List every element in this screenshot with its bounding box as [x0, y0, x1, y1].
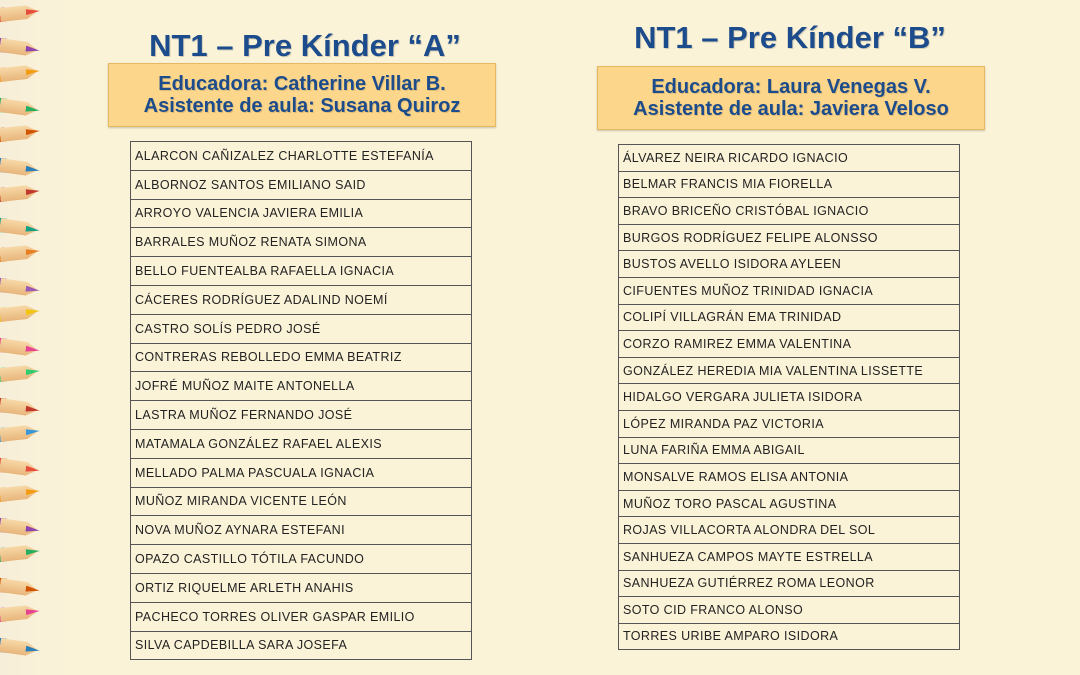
pencil-icon: [0, 548, 1, 562]
student-name: BELMAR FRANCIS MIA FIORELLA: [619, 171, 960, 198]
student-name: NOVA MUÑOZ AYNARA ESTEFANI: [131, 516, 472, 545]
table-row: [131, 314, 472, 343]
student-name: BARRALES MUÑOZ RENATA SIMONA: [131, 228, 472, 257]
table-row: [619, 357, 960, 384]
class-a-assistant: Asistente de aula: Susana Quiroz: [143, 95, 461, 117]
student-name: MONSALVE RAMOS ELISA ANTONIA: [619, 464, 960, 491]
table-row: [619, 304, 960, 331]
table-row: [619, 384, 960, 411]
student-name: PACHECO TORRES OLIVER GASPAR EMILIO: [131, 602, 472, 631]
table-row: [131, 343, 472, 372]
student-name: CASTRO SOLÍS PEDRO JOSÉ: [131, 314, 472, 343]
student-name: LÓPEZ MIRANDA PAZ VICTORIA: [619, 410, 960, 437]
student-name: SILVA CAPDEBILLA SARA JOSEFA: [131, 631, 472, 660]
table-row: [619, 224, 960, 251]
class-b-teacher: Educadora: Laura Venegas V.: [651, 76, 931, 98]
student-name: GONZÁLEZ HEREDIA MIA VALENTINA LISSETTE: [619, 357, 960, 384]
table-row: [131, 458, 472, 487]
student-name: HIDALGO VERGARA JULIETA ISIDORA: [619, 384, 960, 411]
student-name: BURGOS RODRÍGUEZ FELIPE ALONSSO: [619, 224, 960, 251]
table-row: [619, 517, 960, 544]
table-row: [619, 490, 960, 517]
pencil-icon: [0, 248, 1, 262]
student-name: ALBORNOZ SANTOS EMILIANO SAID: [131, 170, 472, 199]
table-row: [131, 545, 472, 574]
table-row: [131, 429, 472, 458]
student-name: MELLADO PALMA PASCUALA IGNACIA: [131, 458, 472, 487]
pencil-icon: [0, 8, 1, 22]
table-row: [619, 570, 960, 597]
student-name: LASTRA MUÑOZ FERNANDO JOSÉ: [131, 401, 472, 430]
table-row: [131, 170, 472, 199]
student-name: TORRES URIBE AMPARO ISIDORA: [619, 623, 960, 650]
table-row: [131, 631, 472, 660]
student-name: MUÑOZ MIRANDA VICENTE LEÓN: [131, 487, 472, 516]
student-name: BRAVO BRICEÑO CRISTÓBAL IGNACIO: [619, 198, 960, 225]
table-row: [619, 251, 960, 278]
pencil-icon: [0, 338, 1, 352]
student-name: CÁCERES RODRÍGUEZ ADALIND NOEMÍ: [131, 285, 472, 314]
table-row: [131, 372, 472, 401]
table-row: [619, 410, 960, 437]
pencil-decoration: [0, 0, 70, 675]
student-name: ALARCON CAÑIZALEZ CHARLOTTE ESTEFANÍA: [131, 142, 472, 171]
student-name: ROJAS VILLACORTA ALONDRA DEL SOL: [619, 517, 960, 544]
pencil-icon: [0, 218, 1, 232]
pencil-icon: [0, 428, 1, 442]
table-row: [619, 171, 960, 198]
student-name: SANHUEZA GUTIÉRREZ ROMA LEONOR: [619, 570, 960, 597]
table-row: [619, 543, 960, 570]
table-row: [619, 623, 960, 650]
pencil-icon: [0, 638, 1, 652]
class-b-title: NT1 – Pre Kínder “B”: [634, 20, 946, 55]
table-row: [619, 464, 960, 491]
class-a-teacher: Educadora: Catherine Villar B.: [158, 73, 446, 95]
pencil-icon: [0, 518, 1, 532]
class-b-assistant: Asistente de aula: Javiera Veloso: [633, 98, 949, 120]
student-name: MATAMALA GONZÁLEZ RAFAEL ALEXIS: [131, 429, 472, 458]
pencil-icon: [0, 68, 1, 82]
table-row: [619, 145, 960, 172]
pencil-icon: [0, 608, 1, 622]
table-row: [619, 331, 960, 358]
table-row: [619, 277, 960, 304]
pencil-icon: [0, 278, 1, 292]
student-name: SOTO CID FRANCO ALONSO: [619, 597, 960, 624]
student-name: OPAZO CASTILLO TÓTILA FACUNDO: [131, 545, 472, 574]
table-row: [131, 516, 472, 545]
class-a-roster-table: [130, 141, 472, 660]
pencil-icon: [0, 308, 1, 322]
pencil-icon: [0, 128, 1, 142]
student-name: CORZO RAMIREZ EMMA VALENTINA: [619, 331, 960, 358]
student-name: LUNA FARIÑA EMMA ABIGAIL: [619, 437, 960, 464]
class-b-roster-table: [618, 144, 960, 650]
student-name: CONTRERAS REBOLLEDO EMMA BEATRIZ: [131, 343, 472, 372]
table-row: [131, 401, 472, 430]
table-row: [131, 199, 472, 228]
student-name: JOFRÉ MUÑOZ MAITE ANTONELLA: [131, 372, 472, 401]
table-row: [619, 198, 960, 225]
table-row: [131, 257, 472, 286]
table-row: [131, 142, 472, 171]
pencil-icon: [0, 38, 1, 52]
table-row: [131, 573, 472, 602]
pencil-icon: [0, 368, 1, 382]
student-name: COLIPÍ VILLAGRÁN EMA TRINIDAD: [619, 304, 960, 331]
table-row: [619, 597, 960, 624]
class-b-staff-banner: [597, 66, 985, 130]
table-row: [131, 487, 472, 516]
pencil-icon: [0, 578, 1, 592]
student-name: ÁLVAREZ NEIRA RICARDO IGNACIO: [619, 145, 960, 172]
student-name: CIFUENTES MUÑOZ TRINIDAD IGNACIA: [619, 277, 960, 304]
table-row: [131, 602, 472, 631]
student-name: MUÑOZ TORO PASCAL AGUSTINA: [619, 490, 960, 517]
student-name: BUSTOS AVELLO ISIDORA AYLEEN: [619, 251, 960, 278]
pencil-icon: [0, 98, 1, 112]
table-row: [131, 285, 472, 314]
class-a-staff-banner: [108, 63, 496, 127]
student-name: ARROYO VALENCIA JAVIERA EMILIA: [131, 199, 472, 228]
table-row: [619, 437, 960, 464]
table-row: [131, 228, 472, 257]
student-name: BELLO FUENTEALBA RAFAELLA IGNACIA: [131, 257, 472, 286]
class-a-title: NT1 – Pre Kínder “A”: [149, 28, 461, 63]
pencil-icon: [0, 188, 1, 202]
pencil-icon: [0, 158, 1, 172]
pencil-icon: [0, 398, 1, 412]
student-name: SANHUEZA CAMPOS MAYTE ESTRELLA: [619, 543, 960, 570]
pencil-icon: [0, 458, 1, 472]
student-name: ORTIZ RIQUELME ARLETH ANAHIS: [131, 573, 472, 602]
pencil-icon: [0, 488, 1, 502]
